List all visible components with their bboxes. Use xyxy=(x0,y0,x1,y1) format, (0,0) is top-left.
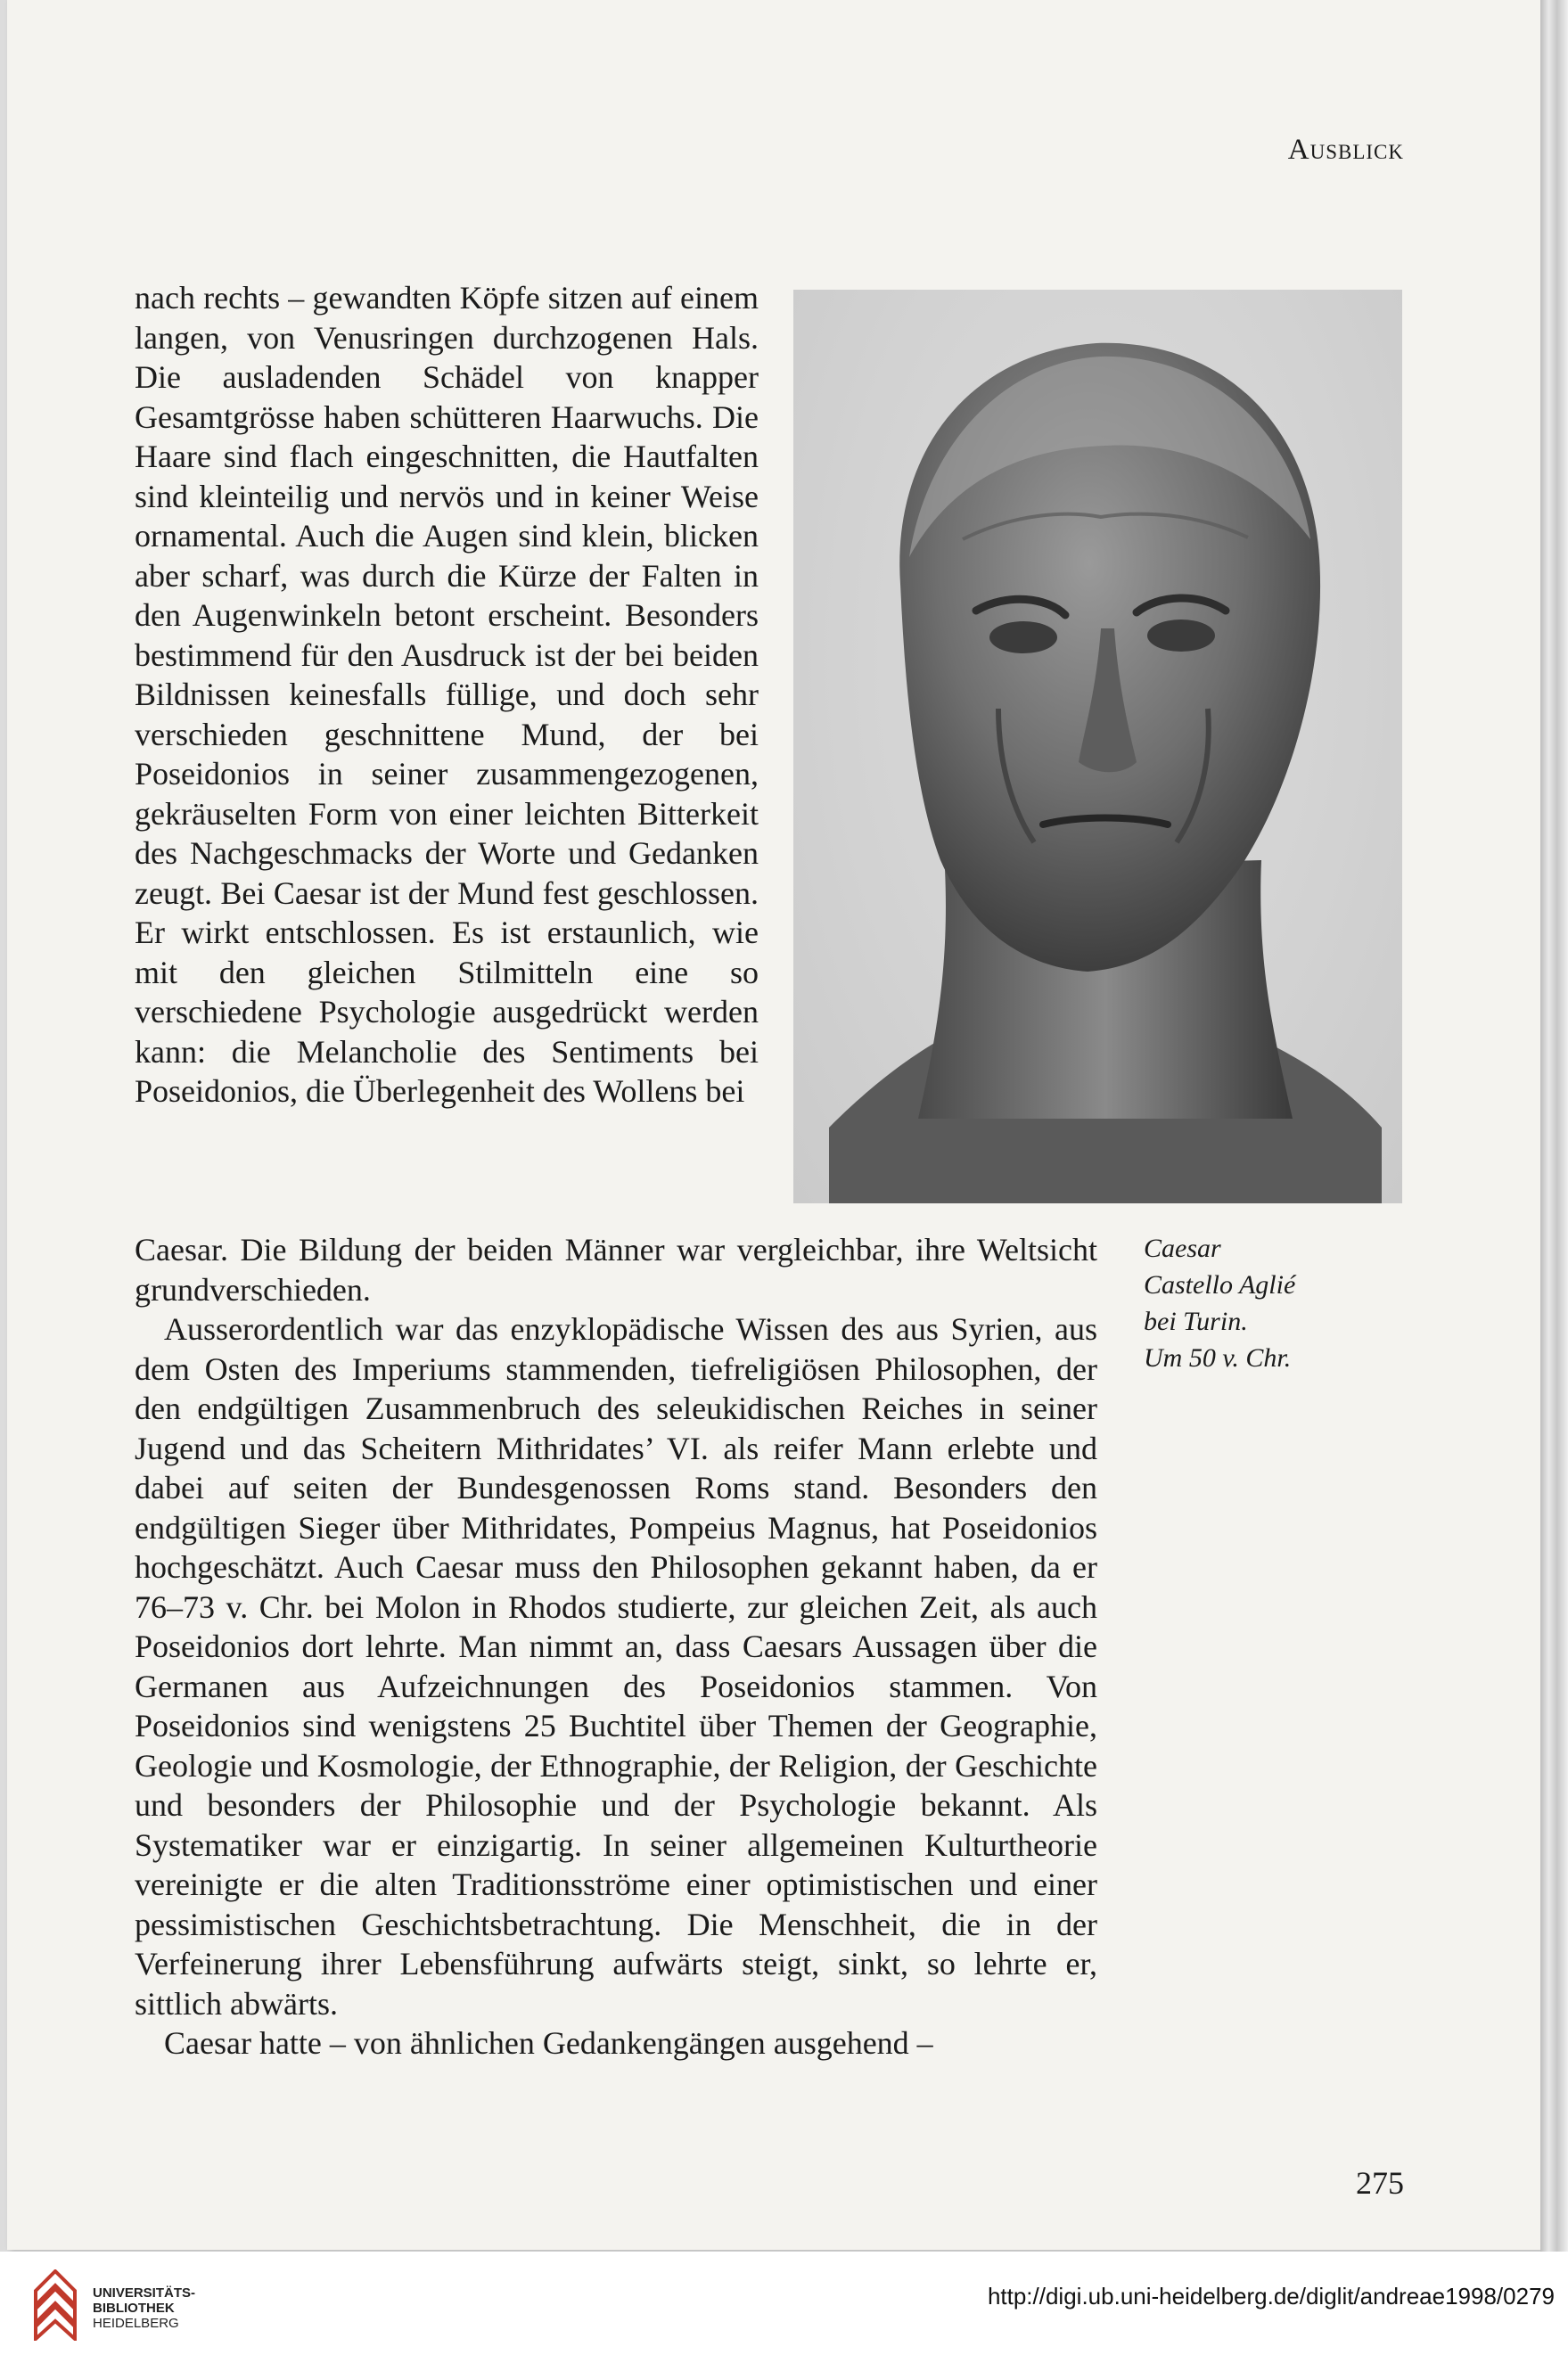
digitization-footer xyxy=(0,2252,1568,2363)
page-edge xyxy=(1540,0,1568,2252)
text-column-top xyxy=(135,278,759,1112)
caption-date: Um 50 v. Chr. xyxy=(1144,1343,1292,1373)
running-head: Ausblick xyxy=(1287,134,1404,166)
library-name-line1: UNIVERSITÄTS- xyxy=(93,2285,196,2301)
library-name xyxy=(93,2285,195,2331)
caption-location: Castello Aglié xyxy=(1144,1270,1296,1300)
paragraph-1-top: nach rechts – gewandten Köpfe sitzen auf einem langen, von Venusringen durchzogenen Hals. Die ausladenden Schädel von knapper Gesamtgrösse haben schütteren Haarwuchs. Die Haare sind flach eingeschnitten, die Hautfalten sind kleinteilig und nervös und in keiner Weise ornamental. Auch die Augen sind klein, blicken aber scharf, was durch die Kürze der Falten in den Augenwinkeln betont erscheint. Besonders bestimmend für den Ausdruck ist der bei beiden Bildnissen keinesfalls füllige, und doch sehr verschieden geschnittene Mund, der bei Poseidonios in seiner zusammengezogenen, gekräuselten Form von einer leichten Bitterkeit des Nachgeschmacks der Worte und Gedanken zeugt. Bei Caesar ist der Mund fest geschlossen. Er wirkt entschlossen. Es ist erstaunlich, wie mit den gleichen Stilmitteln eine so verschiedene Psychologie ausgedrückt werden kann: die Melancholie des Sentiments bei Poseidonios, die Überlegenheit des Wollens bei xyxy=(135,280,759,1109)
library-logo-icon xyxy=(34,2269,78,2341)
source-url-link[interactable]: http://digi.ub.uni-heidelberg.de/diglit/andreae1998/0279 xyxy=(987,2283,1555,2310)
text-column-main xyxy=(135,1230,1097,2064)
page-number: 275 xyxy=(1356,2165,1404,2201)
caption-place: bei Turin. xyxy=(1144,1307,1248,1336)
library-name-line3: HEIDELBERG xyxy=(93,2316,179,2331)
library-name-line2: BIBLIOTHEK xyxy=(93,2301,175,2316)
caesar-portrait-image xyxy=(793,290,1402,1203)
paragraph-1-end: Caesar. Die Bildung der beiden Männer war vergleichbar, ihre Weltsicht grundverschieden. xyxy=(135,1232,1097,1308)
image-caption xyxy=(1144,1230,1375,1376)
paragraph-3: Caesar hatte – von ähnlichen Gedankengängen ausgehend – xyxy=(164,2025,933,2061)
caption-title: Caesar xyxy=(1144,1234,1221,1263)
paragraph-2: Ausserordentlich war das enzyklopädische Wissen des aus Syrien, aus dem Osten des Imperiums stammenden, tiefreligiösen Philosophen, der den endgültigen Zusammenbruch des seleukidischen Reiches in seiner Jugend und das Scheitern Mithridates’ VI. als reifer Mann erlebte und dabei auf seiten der Bundesgenossen Roms stand. Besonders den endgültigen Sieger über Mithridates, Pompeius Magnus, hat Poseidonios hochgeschätzt. Auch Caesar muss den Philosophen gekannt haben, da er 76–73 v. Chr. bei Molon in Rhodos studierte, zur gleichen Zeit, als auch Poseidonios dort lehrte. Man nimmt an, dass Caesars Aussagen über die Germanen aus Aufzeichnungen des Poseidonios stammen. Von Poseidonios sind wenigstens 25 Buchtitel über Themen der Geographie, Geologie und Kosmologie, der Ethnographie, der Religion, der Geschichte und besonders der Philosophie und der Psychologie bekannt. Als Systematiker war er einzigartig. In seiner allgemeinen Kulturtheorie vereinigte er die alten Traditionsströme einer optimistischen und einer pessimistischen Geschichtsbetrachtung. Die Menschheit, die in der Verfeinerung ihrer Lebensführung aufwärts steigt, sinkt, so lehrte er, sittlich abwärts. xyxy=(135,1311,1097,2022)
